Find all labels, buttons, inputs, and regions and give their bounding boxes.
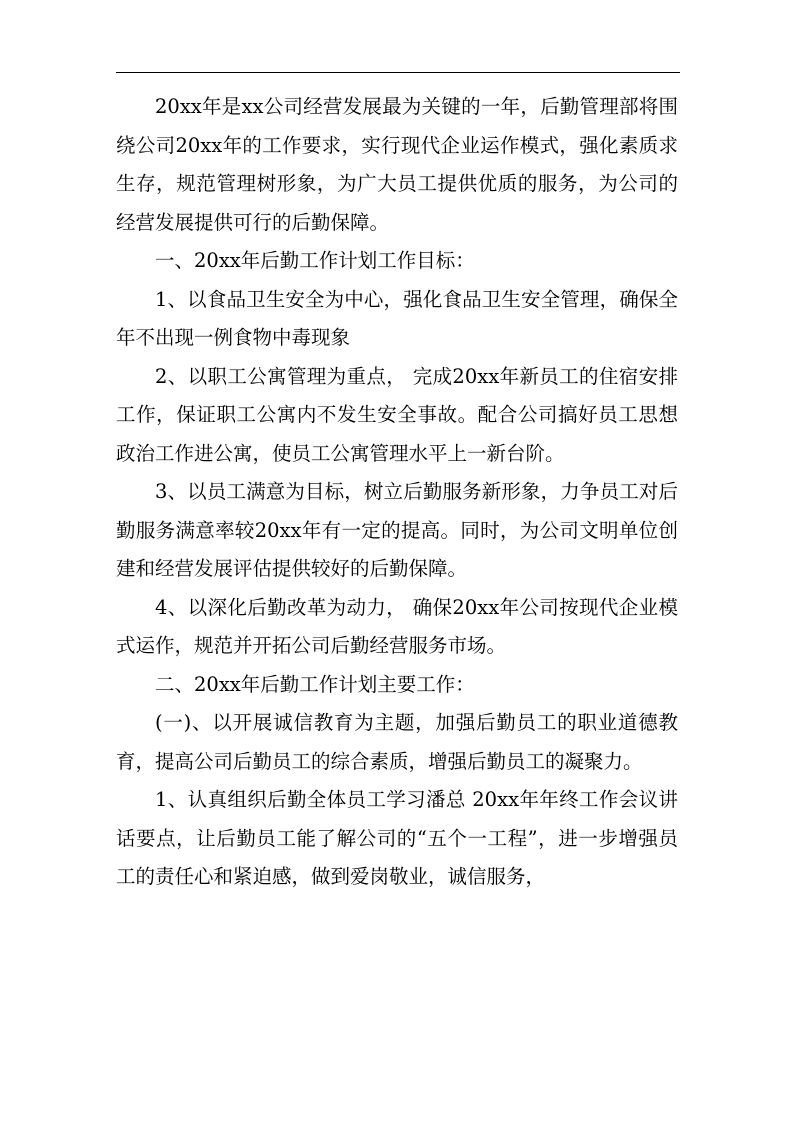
- paragraph-goal-3: 3、以员工满意为目标，树立后勤服务新形象，力争员工对后勤服务满意率较20xx年有一定的提高。同时，为公司文明单位创建和经营发展评估提供较好的后勤保障。: [116, 480, 678, 580]
- document-body: [116, 88, 678, 897]
- paragraph-goal-2: 2、以职工公寓管理为重点， 完成20xx年新员工的住宿安排工作，保证职工公寓内不发生安全事故。配合公司搞好员工思想政治工作进公寓，使员工公寓管理水平上一新台阶。: [116, 364, 678, 465]
- paragraph-work-1: 1、认真组织后勤全体员工学习潘总 20xx年年终工作会议讲话要点，让后勤员工能了解公司的“五个一工程”，进一步增强员工的责任心和紧迫感，做到爱岗敬业，诚信服务，: [116, 788, 678, 888]
- paragraph-subsection-1: (一)、以开展诚信教育为主题，加强后勤员工的职业道德教育，提高公司后勤员工的综合素质，增强后勤员工的凝聚力。: [116, 711, 678, 773]
- paragraph-goal-4: 4、以深化后勤改革为动力， 确保20xx年公司按现代企业模式运作，规范并开拓公司后勤经营服务市场。: [116, 595, 678, 657]
- header-rule: [116, 72, 680, 73]
- section-heading-main-work: 二、20xx年后勤工作计划主要工作：: [155, 672, 475, 696]
- paragraph-goal-1: 1、以食品卫生安全为中心，强化食品卫生安全管理，确保全年不出现一例食物中毒现象: [116, 287, 678, 349]
- section-heading-goals: 一、20xx年后勤工作计划工作目标：: [155, 249, 475, 272]
- paragraph-intro: 20xx年是xx公司经营发展最为关键的一年，后勤管理部将围绕公司20xx年的工作要求，实行现代企业运作模式，强化素质求生存，规范管理树形象，为广大员工提供优质的服务，为公司的经营发展提供可行的后勤保障。: [116, 95, 678, 234]
